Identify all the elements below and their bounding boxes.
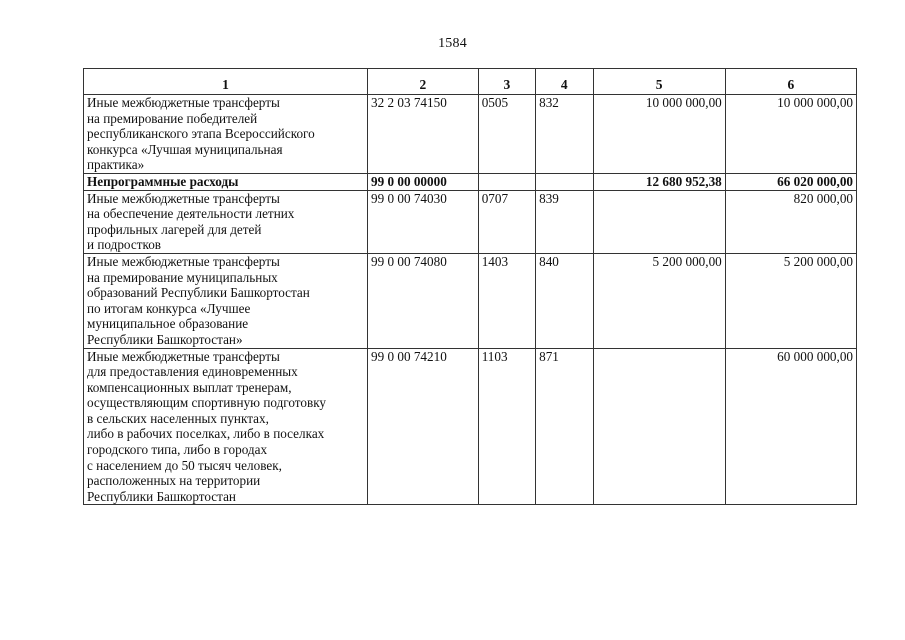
row-name-line: Иные межбюджетные трансферты [87, 348, 280, 364]
row-code-cell: 32 2 03 74150 [367, 95, 478, 174]
row-amount-5-cell [593, 190, 725, 253]
row-name-line: либо в рабочих поселках, либо в поселках [87, 426, 325, 442]
row-type-cell [536, 173, 593, 190]
row-name-line: конкурса «Лучшая муниципальная [87, 141, 283, 157]
row-code-cell: 99 0 00 74030 [367, 190, 478, 253]
column-header-5: 5 [593, 69, 725, 95]
row-name-cell [84, 190, 368, 253]
row-name-cell [84, 95, 368, 174]
row-name-line: профильных лагерей для детей [87, 221, 262, 237]
table-row [84, 348, 857, 505]
row-code-cell: 99 0 00 74210 [367, 348, 478, 505]
column-header-6: 6 [725, 69, 856, 95]
row-type-cell: 839 [536, 190, 593, 253]
table-row [84, 173, 857, 190]
row-name-line: Республики Башкортостан [87, 488, 236, 504]
row-name-line: муниципальное образование [87, 316, 249, 332]
row-amount-5-cell: 10 000 000,00 [593, 95, 725, 174]
row-name-line: Иные межбюджетные трансферты [87, 190, 280, 206]
row-amount-6-cell: 5 200 000,00 [725, 253, 856, 348]
table-row [84, 253, 857, 348]
row-name-line: образований Республики Башкортостан [87, 285, 310, 301]
row-name-line: и подростков [87, 237, 162, 253]
row-name-line: осуществляющим спортивную подготовку [87, 395, 327, 411]
row-type-cell: 871 [536, 348, 593, 505]
row-name-line: Иные межбюджетные трансферты [87, 95, 280, 110]
row-amount-6-cell: 60 000 000,00 [725, 348, 856, 505]
row-amount-5-cell [593, 348, 725, 505]
column-header-1: 1 [84, 69, 368, 95]
table-row [84, 190, 857, 253]
row-name-cell [84, 173, 368, 190]
row-name-line: по итогам конкурса «Лучшее [87, 300, 251, 316]
row-code-cell: 99 0 00 74080 [367, 253, 478, 348]
row-section-cell: 0505 [478, 95, 535, 174]
row-name-line: на обеспечение деятельности летних [87, 206, 295, 222]
row-name-line: компенсационных выплат тренерам, [87, 379, 292, 395]
row-name-line: в сельских населенных пунктах, [87, 410, 269, 426]
row-amount-5-cell: 5 200 000,00 [593, 253, 725, 348]
row-name-cell [84, 348, 368, 505]
row-code-cell: 99 0 00 00000 [367, 173, 478, 190]
row-amount-5-cell: 12 680 952,38 [593, 173, 725, 190]
row-section-cell: 1403 [478, 253, 535, 348]
column-header-3: 3 [478, 69, 535, 95]
row-name-line: расположенных на территории [87, 473, 261, 489]
table-header-row [84, 69, 857, 95]
budget-table [83, 68, 857, 505]
row-name-line: Иные межбюджетные трансферты [87, 253, 280, 269]
row-amount-6-cell: 66 020 000,00 [725, 173, 856, 190]
row-section-cell: 0707 [478, 190, 535, 253]
table-row [84, 95, 857, 174]
table-body [84, 95, 857, 505]
row-name-line: на премирование муниципальных [87, 269, 278, 285]
row-section-cell [478, 173, 535, 190]
row-name-line: практика» [87, 157, 145, 173]
row-section-cell: 1103 [478, 348, 535, 505]
row-name-line: для предоставления единовременных [87, 364, 298, 380]
row-name-line: с населением до 50 тысяч человек, [87, 457, 282, 473]
row-name-line: городского типа, либо в городах [87, 442, 268, 458]
row-name-line: Непрограммные расходы [87, 173, 239, 189]
row-type-cell: 832 [536, 95, 593, 174]
row-type-cell: 840 [536, 253, 593, 348]
column-header-2: 2 [367, 69, 478, 95]
row-amount-6-cell: 10 000 000,00 [725, 95, 856, 174]
row-name-line: Республики Башкортостан» [87, 331, 243, 347]
row-amount-6-cell: 820 000,00 [725, 190, 856, 253]
row-name-line: республиканского этапа Всероссийского [87, 126, 315, 142]
page-number: 1584 [438, 36, 467, 51]
column-header-4: 4 [536, 69, 593, 95]
row-name-line: на премирование победителей [87, 110, 258, 126]
row-name-cell [84, 253, 368, 348]
